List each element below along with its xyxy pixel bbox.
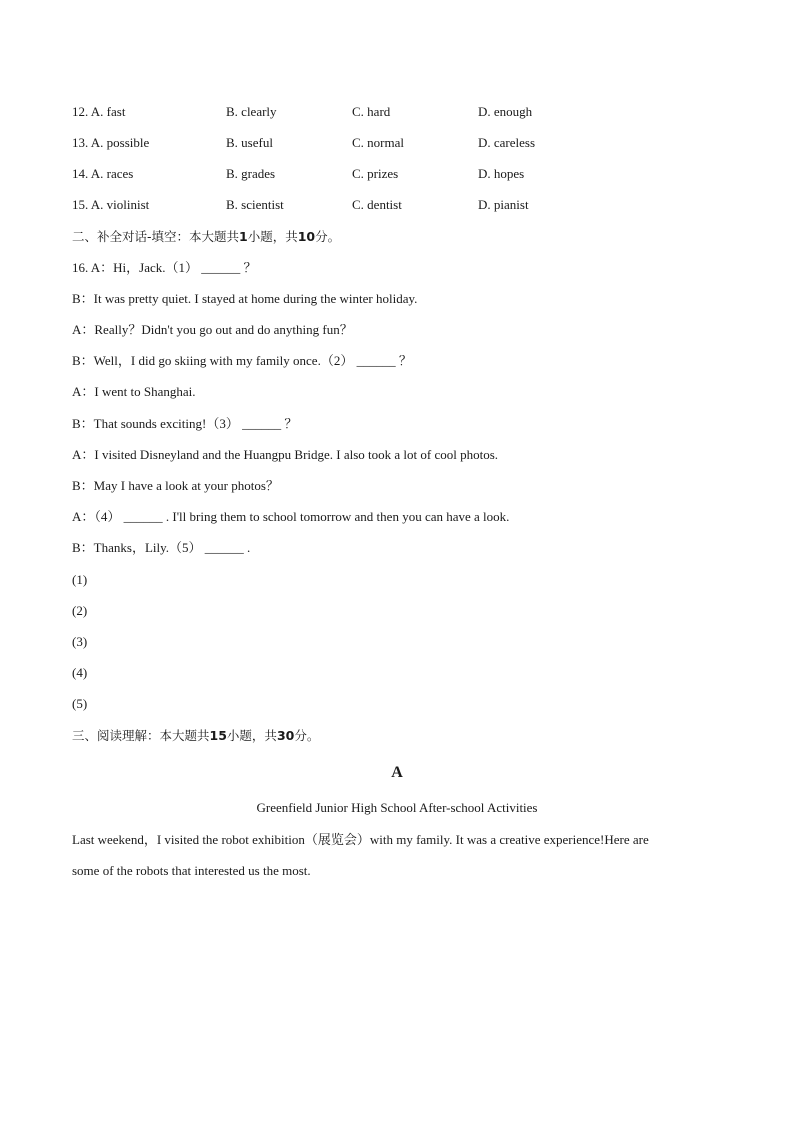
answer-label-1: (1) [72,572,88,587]
passage-text-line-1: Last weekend，I visited the robot exhibition（展览会）with my family. It was a creative experience!Here are [72,832,649,847]
section-3-score: 30 [276,728,295,743]
dialogue-line: B：That sounds exciting!（3） ______ ？ [72,416,298,431]
choice-option-d: D. enough [478,104,533,119]
section-3-count: 15 [209,728,227,743]
section-2-heading [72,228,340,246]
choice-option-b: B. grades [226,166,276,181]
dialogue-line: B：It was pretty quiet. I stayed at home during the winter holiday. [72,291,418,306]
dialogue-line: B：May I have a look at your photos？ [72,478,279,493]
choice-option-a: 14. A. races [72,166,134,181]
passage-title: Greenfield Junior High School After-school Activities [256,800,538,815]
dialogue-line: A：I went to Shanghai. [72,384,196,399]
dialogue-line: B：Well，I did go skiing with my family once.（2） ______ ？ [72,353,412,368]
section-2-mid: 小题，共 [247,229,298,244]
dialogue-line: 16. A：Hi，Jack.（1） ______ ？ [72,260,257,275]
dialogue-line: A：Really？Didn't you go out and do anything fun？ [72,322,353,337]
dialogue-line: B：Thanks，Lily.（5） ______ . [72,540,251,555]
dialogue-line: A：（4） ______ . I'll bring them to school tomorrow and then you can have a look. [72,509,510,524]
choice-option-a: 12. A. fast [72,104,126,119]
section-3-mid: 小题，共 [226,728,277,743]
choice-option-b: B. clearly [226,104,277,119]
choice-option-d: D. pianist [478,197,529,212]
passage-text-line-2: some of the robots that interested us the most. [72,863,311,878]
section-3-suffix: 分。 [294,728,320,743]
choice-option-c: C. dentist [352,197,402,212]
passage-letter: A [391,764,403,781]
section-2-suffix: 分。 [315,229,341,244]
choice-option-c: C. normal [352,135,404,150]
choice-option-c: C. hard [352,104,391,119]
answer-label-5: (5) [72,696,88,711]
section-2-score: 10 [297,229,316,244]
choice-option-d: D. hopes [478,166,525,181]
answer-label-4: (4) [72,665,88,680]
section-3-heading [72,727,319,745]
choice-option-a: 13. A. possible [72,135,150,150]
choice-option-b: B. useful [226,135,273,150]
answer-label-2: (2) [72,603,88,618]
choice-option-c: C. prizes [352,166,399,181]
section-3-prefix: 三、阅读理解：本大题共 [72,728,210,743]
answer-label-3: (3) [72,634,88,649]
choice-option-b: B. scientist [226,197,284,212]
section-2-count: 1 [239,229,248,244]
section-2-prefix: 二、补全对话-填空：本大题共 [72,229,240,244]
dialogue-line: A：I visited Disneyland and the Huangpu Bridge. I also took a lot of cool photos. [72,447,499,462]
choice-option-d: D. careless [478,135,536,150]
choice-option-a: 15. A. violinist [72,197,150,212]
